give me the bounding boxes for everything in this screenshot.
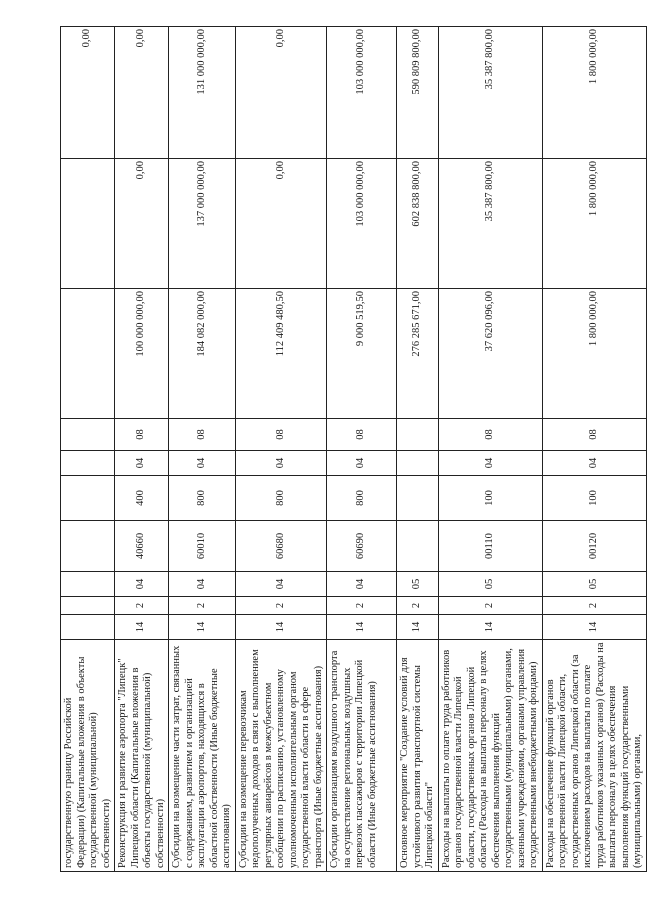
code-cell: 14 <box>327 615 397 640</box>
amount-cell: 100 000 000,00 <box>115 289 169 419</box>
amount-cell: 602 838 800,00 <box>397 159 439 289</box>
code-cell: 05 <box>397 572 439 597</box>
code-cell: 60690 <box>327 521 397 572</box>
amount-cell: 35 387 800,00 <box>438 27 542 159</box>
code-cell: 14 <box>235 615 327 640</box>
table-row <box>327 27 397 872</box>
code-cell: 2 <box>169 597 236 615</box>
amount-cell: 0,00 <box>61 27 115 159</box>
code-cell <box>61 451 115 476</box>
table-row <box>235 27 327 872</box>
code-cell: 08 <box>115 419 169 451</box>
code-cell <box>61 615 115 640</box>
code-cell <box>61 572 115 597</box>
code-cell <box>61 597 115 615</box>
code-cell: 08 <box>327 419 397 451</box>
code-cell: 04 <box>542 451 646 476</box>
code-cell: 100 <box>438 476 542 521</box>
amount-cell: 0,00 <box>235 27 327 159</box>
code-cell: 04 <box>235 572 327 597</box>
code-cell: 04 <box>169 451 236 476</box>
table-row <box>397 27 439 872</box>
code-cell <box>397 451 439 476</box>
code-cell: 08 <box>235 419 327 451</box>
code-cell: 04 <box>438 451 542 476</box>
amount-cell: 35 387 800,00 <box>438 159 542 289</box>
code-cell <box>397 476 439 521</box>
code-cell: 40660 <box>115 521 169 572</box>
table-row <box>542 27 646 872</box>
row-name-cell: Субсидии организациям воздушного транспорта на осуществление региональных воздушных перевозок пассажиров с территории Липецкой области (Иные бюджетные ассигнования) <box>327 640 397 872</box>
code-cell: 400 <box>115 476 169 521</box>
code-cell: 05 <box>542 572 646 597</box>
code-cell: 04 <box>115 451 169 476</box>
amount-cell: 0,00 <box>115 159 169 289</box>
budget-table <box>60 26 647 872</box>
table-row <box>169 27 236 872</box>
code-cell: 14 <box>438 615 542 640</box>
code-cell: 60010 <box>169 521 236 572</box>
amount-cell: 0,00 <box>235 159 327 289</box>
code-cell: 04 <box>169 572 236 597</box>
code-cell: 14 <box>542 615 646 640</box>
amount-cell: 1 800 000,00 <box>542 27 646 159</box>
code-cell: 2 <box>438 597 542 615</box>
code-cell <box>61 521 115 572</box>
amount-cell: 37 620 096,00 <box>438 289 542 419</box>
amount-cell: 103 000 000,00 <box>327 159 397 289</box>
code-cell: 60680 <box>235 521 327 572</box>
row-name-cell: Основное мероприятие "Создание условий для устойчивого развития транспортной системы Липецкой области" <box>397 640 439 872</box>
amount-cell: 103 000 000,00 <box>327 27 397 159</box>
row-name-cell: Реконструкция и развитие аэропорта "Липецк" Липецкой области (Капитальные вложения в объекты государственной (муниципальной) собственности) <box>115 640 169 872</box>
code-cell: 04 <box>235 451 327 476</box>
code-cell: 800 <box>235 476 327 521</box>
amount-cell: 184 082 000,00 <box>169 289 236 419</box>
amount-cell: 1 800 000,00 <box>542 289 646 419</box>
code-cell: 100 <box>542 476 646 521</box>
table-row <box>115 27 169 872</box>
code-cell: 800 <box>169 476 236 521</box>
amount-cell <box>61 159 115 289</box>
code-cell: 08 <box>169 419 236 451</box>
amount-cell: 590 809 800,00 <box>397 27 439 159</box>
code-cell <box>61 419 115 451</box>
code-cell <box>61 476 115 521</box>
code-cell <box>397 419 439 451</box>
table-row <box>438 27 542 872</box>
amount-cell: 276 285 671,00 <box>397 289 439 419</box>
code-cell: 14 <box>169 615 236 640</box>
code-cell: 08 <box>438 419 542 451</box>
code-cell: 00110 <box>438 521 542 572</box>
code-cell: 2 <box>235 597 327 615</box>
row-name-cell: Субсидии на возмещение перевозчикам недополученных доходов в связи с выполнением регулярных авиарейсов в межсубъектном сообщении по расписанию, установленному уполномоченным исполнительным органом государственной власти области в сфере транспорта (Иные бюджетные ассигнования) <box>235 640 327 872</box>
amount-cell: 9 000 519,50 <box>327 289 397 419</box>
code-cell <box>397 521 439 572</box>
amount-cell: 1 800 000,00 <box>542 159 646 289</box>
code-cell: 04 <box>327 451 397 476</box>
code-cell: 04 <box>115 572 169 597</box>
code-cell: 2 <box>327 597 397 615</box>
rotated-table-wrapper <box>60 27 643 872</box>
code-cell: 2 <box>542 597 646 615</box>
table-body <box>61 27 647 872</box>
code-cell: 00120 <box>542 521 646 572</box>
code-cell: 05 <box>438 572 542 597</box>
amount-cell <box>61 289 115 419</box>
code-cell: 04 <box>327 572 397 597</box>
amount-cell: 112 409 480,50 <box>235 289 327 419</box>
row-name-cell: Расходы на выплаты по оплате труда работников органов государственной власти Липецкой области, государственных органов Липецкой области (Расходы на выплаты персоналу в целях обеспечения выполнения функций государственными (муниципальными) органами, казенными учреждениями, органами управления государственными внебюджетными фондами) <box>438 640 542 872</box>
code-cell: 08 <box>542 419 646 451</box>
code-cell: 14 <box>115 615 169 640</box>
code-cell: 2 <box>115 597 169 615</box>
amount-cell: 137 000 000,00 <box>169 159 236 289</box>
table-row <box>61 27 115 872</box>
amount-cell: 131 000 000,00 <box>169 27 236 159</box>
row-name-cell: Субсидии на возмещение части затрат, связанных с содержанием, развитием и организацией эксплуатации аэропортов, находящихся в областной собственности (Иные бюджетные ассигнования) <box>169 640 236 872</box>
row-name-cell: государственную границу Российской Федерации) (Капитальные вложения в объекты государственной (муниципальной) собственности) <box>61 640 115 872</box>
code-cell: 2 <box>397 597 439 615</box>
amount-cell: 0,00 <box>115 27 169 159</box>
code-cell: 800 <box>327 476 397 521</box>
row-name-cell: Расходы на обеспечение функций органов государственной власти Липецкой области, государственных органов Липецкой области (за исключением расходов на выплаты по оплате труда работников указанных органов) (Расходы на выплаты персоналу в целях обеспечения выполнения функций государственными (муниципальными) органами, <box>542 640 646 872</box>
code-cell: 14 <box>397 615 439 640</box>
